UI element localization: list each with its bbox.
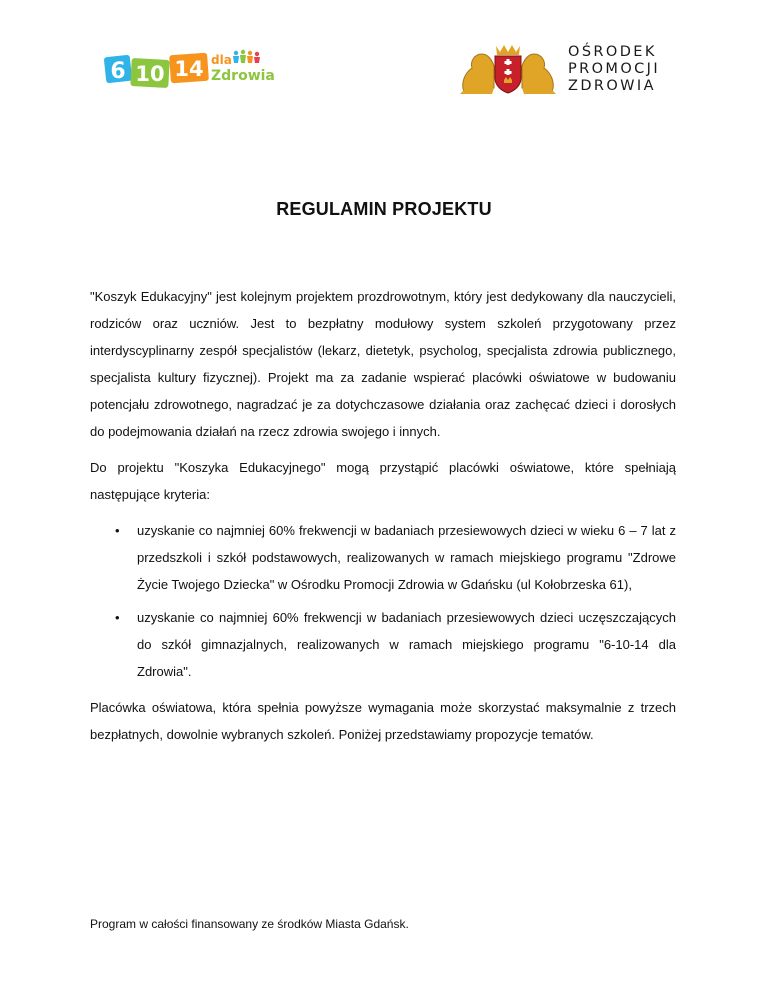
- wordmark-line-3: ZDROWIA: [568, 78, 656, 94]
- intro-paragraph: "Koszyk Edukacyjny" jest kolejnym projektem prozdrowotnym, który jest dedykowany dla nauczycieli, rodziców oraz uczniów. Jest to bezpłatny modułowy system szkoleń przygotowany przez interdyscyplinarny zespół specjalistów (lekarz, dietetyk, psycholog, specjalista zdrowia publicznego, specjalista kultury fizycznej). Projekt ma za zadanie wspierać placówki oświatowe w budowaniu potencjału zdrowotnego, nagradzać je za dotychczasowe działania oraz zachęcać dzieci i dorosłych do podejmowania działań na rzecz zdrowia swojego i innych.: [90, 289, 676, 439]
- wordmark-line-1: OŚRODEK: [568, 44, 657, 60]
- right-lion-icon: [522, 54, 553, 93]
- gdansk-crest-logo: [458, 42, 558, 96]
- document-body: [90, 283, 676, 757]
- criteria-intro-paragraph: Do projektu "Koszyka Edukacyjnego" mogą przystąpić placówki oświatowe, które spełniają następujące kryteria:: [90, 460, 676, 502]
- osrodek-promocji-zdrowia-wordmark: [568, 44, 660, 95]
- criteria-list-item: [90, 517, 676, 598]
- logo-zdrowia-text: Zdrowia: [211, 68, 275, 84]
- criteria-text: uzyskanie co najmniej 60% frekwencji w badaniach przesiewowych dzieci uczęszczających do szkół gimnazjalnych, realizowanych w ramach miejskiego programu "6-10-14 dla Zdrowia".: [137, 610, 676, 679]
- criteria-list-item: [90, 604, 676, 685]
- logo-digit-ten: 10: [135, 62, 165, 86]
- bullet-icon: •: [115, 610, 120, 625]
- funding-footer: Program w całości finansowany ze środków Miasta Gdańsk.: [90, 917, 409, 931]
- six-ten-fourteen-logo: [103, 46, 275, 90]
- closing-paragraph: Placówka oświatowa, która spełnia powyższe wymagania może skorzystać maksymalnie z trzech bezpłatnych, dowolnie wybranych szkoleń. Poniżej przedstawiamy propozycje tematów.: [90, 700, 676, 742]
- left-lion-icon: [463, 54, 494, 93]
- logo-digit-six: 6: [110, 59, 126, 84]
- criteria-text: uzyskanie co najmniej 60% frekwencji w badaniach przesiewowych dzieci w wieku 6 – 7 lat z przedszkoli i szkół podstawowych, realizowanych w ramach miejskiego programu "Zdrowe Życie Twojego Dziecka" w Ośrodku Promocji Zdrowia w Gdańsku (ul Kołobrzeska 61),: [137, 523, 676, 592]
- wordmark-line-2: PROMOCJI: [568, 61, 661, 77]
- document-title: REGULAMIN PROJEKTU: [276, 199, 492, 219]
- bullet-icon: •: [115, 523, 120, 538]
- crown-icon: [496, 45, 520, 55]
- criteria-list: [90, 517, 676, 685]
- logo-dla-text: dla: [211, 53, 232, 67]
- logo-digit-fourteen: 14: [174, 57, 204, 81]
- people-figures-icon: [233, 50, 260, 63]
